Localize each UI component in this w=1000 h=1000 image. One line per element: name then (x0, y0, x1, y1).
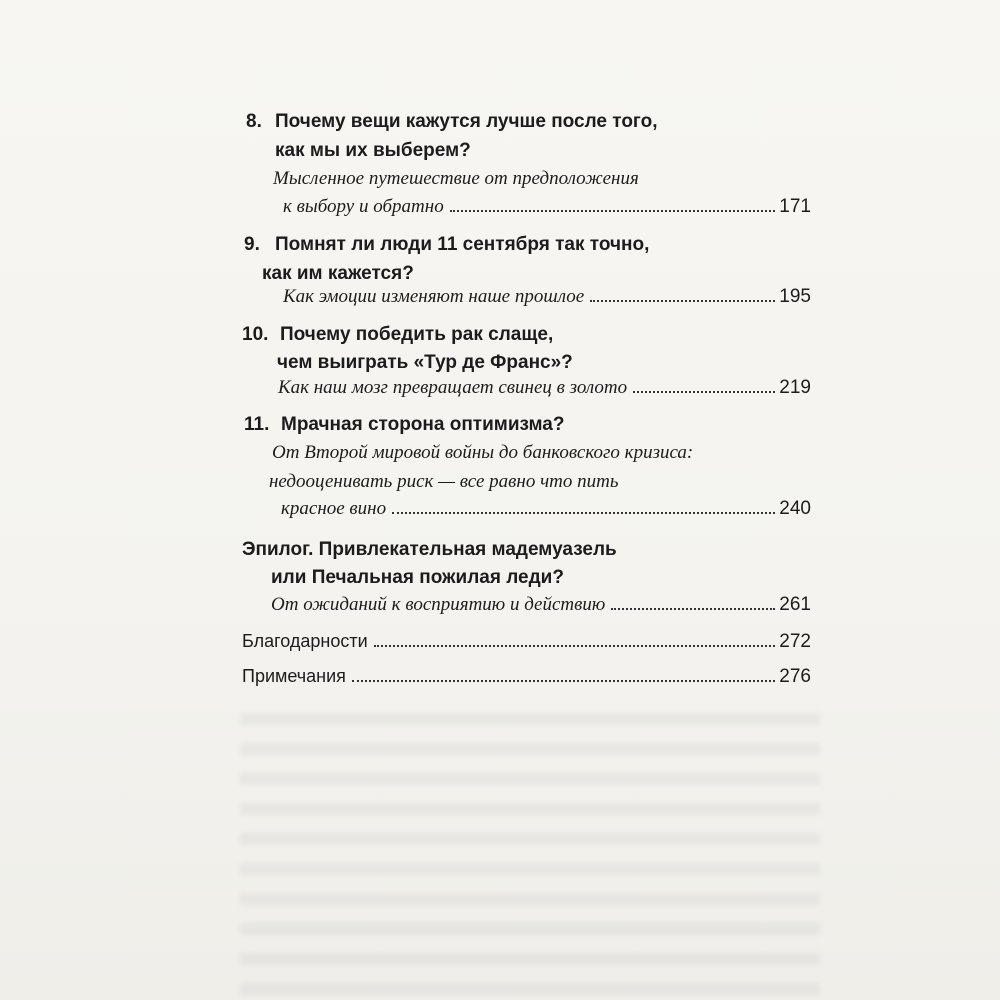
notes-label: Примечания (242, 666, 346, 686)
dot-leader (611, 607, 775, 610)
toc-leader-row (271, 593, 811, 617)
chapter-title-line1: Почему победить рак слаще, (280, 324, 554, 345)
page-number: 276 (779, 666, 811, 687)
dot-leader (590, 299, 775, 302)
chapter-number: 8. (246, 111, 262, 132)
chapter-subtitle-line1: Мысленное путешествие от предположения (273, 168, 639, 189)
chapter-title-line2: чем выиграть «Тур де Франс»? (277, 352, 573, 373)
show-through-text (240, 695, 820, 995)
dot-leader (392, 511, 775, 514)
chapter-title-line1: Помнят ли люди 11 сентября так точно, (275, 234, 650, 255)
chapter-number: 10. (242, 324, 269, 345)
epilogue-title-line2: или Печальная пожилая леди? (271, 567, 564, 588)
page-number: 240 (779, 498, 811, 519)
chapter-title-line2: как им кажется? (262, 263, 414, 284)
page-number: 195 (779, 286, 811, 307)
chapter-subtitle-line1: Как наш мозг превращает свинец в золото (278, 377, 628, 398)
chapter-title-line1: Почему вещи кажутся лучше после того, (275, 111, 658, 132)
chapter-number: 9. (244, 234, 260, 255)
toc-leader-row (278, 376, 811, 400)
dot-leader (633, 390, 775, 393)
toc-leader-row (242, 664, 811, 688)
acknowledgements-label: Благодарности (242, 631, 368, 651)
dot-leader (374, 644, 776, 647)
epilogue-title-line1: Эпилог. Привлекательная мадемуазель (242, 539, 617, 560)
chapter-subtitle-line1: Как эмоции изменяют наше прошлое (283, 286, 585, 307)
epilogue-subtitle: От ожиданий к восприятию и действию (271, 594, 606, 615)
dot-leader (450, 209, 776, 212)
chapter-subtitle-line1: От Второй мировой войны до банковского кризиса: (272, 442, 694, 463)
chapter-title-line2: как мы их выберем? (275, 140, 471, 161)
dot-leader (352, 679, 775, 682)
chapter-subtitle-line3: красное вино (281, 498, 387, 519)
page-number: 171 (779, 196, 811, 217)
page-number: 272 (779, 631, 811, 652)
chapter-subtitle-line2: недооценивать риск — все равно что пить (269, 471, 619, 492)
chapter-title-line1: Мрачная сторона оптимизма? (281, 414, 565, 435)
toc-leader-row (283, 285, 811, 309)
toc-leader-row (283, 195, 811, 219)
page-number: 261 (779, 594, 811, 615)
chapter-number: 11. (244, 414, 270, 435)
toc-leader-row (281, 497, 811, 521)
page-number: 219 (779, 377, 811, 398)
toc-leader-row (242, 629, 811, 653)
chapter-subtitle-line2: к выбору и обратно (283, 196, 444, 217)
